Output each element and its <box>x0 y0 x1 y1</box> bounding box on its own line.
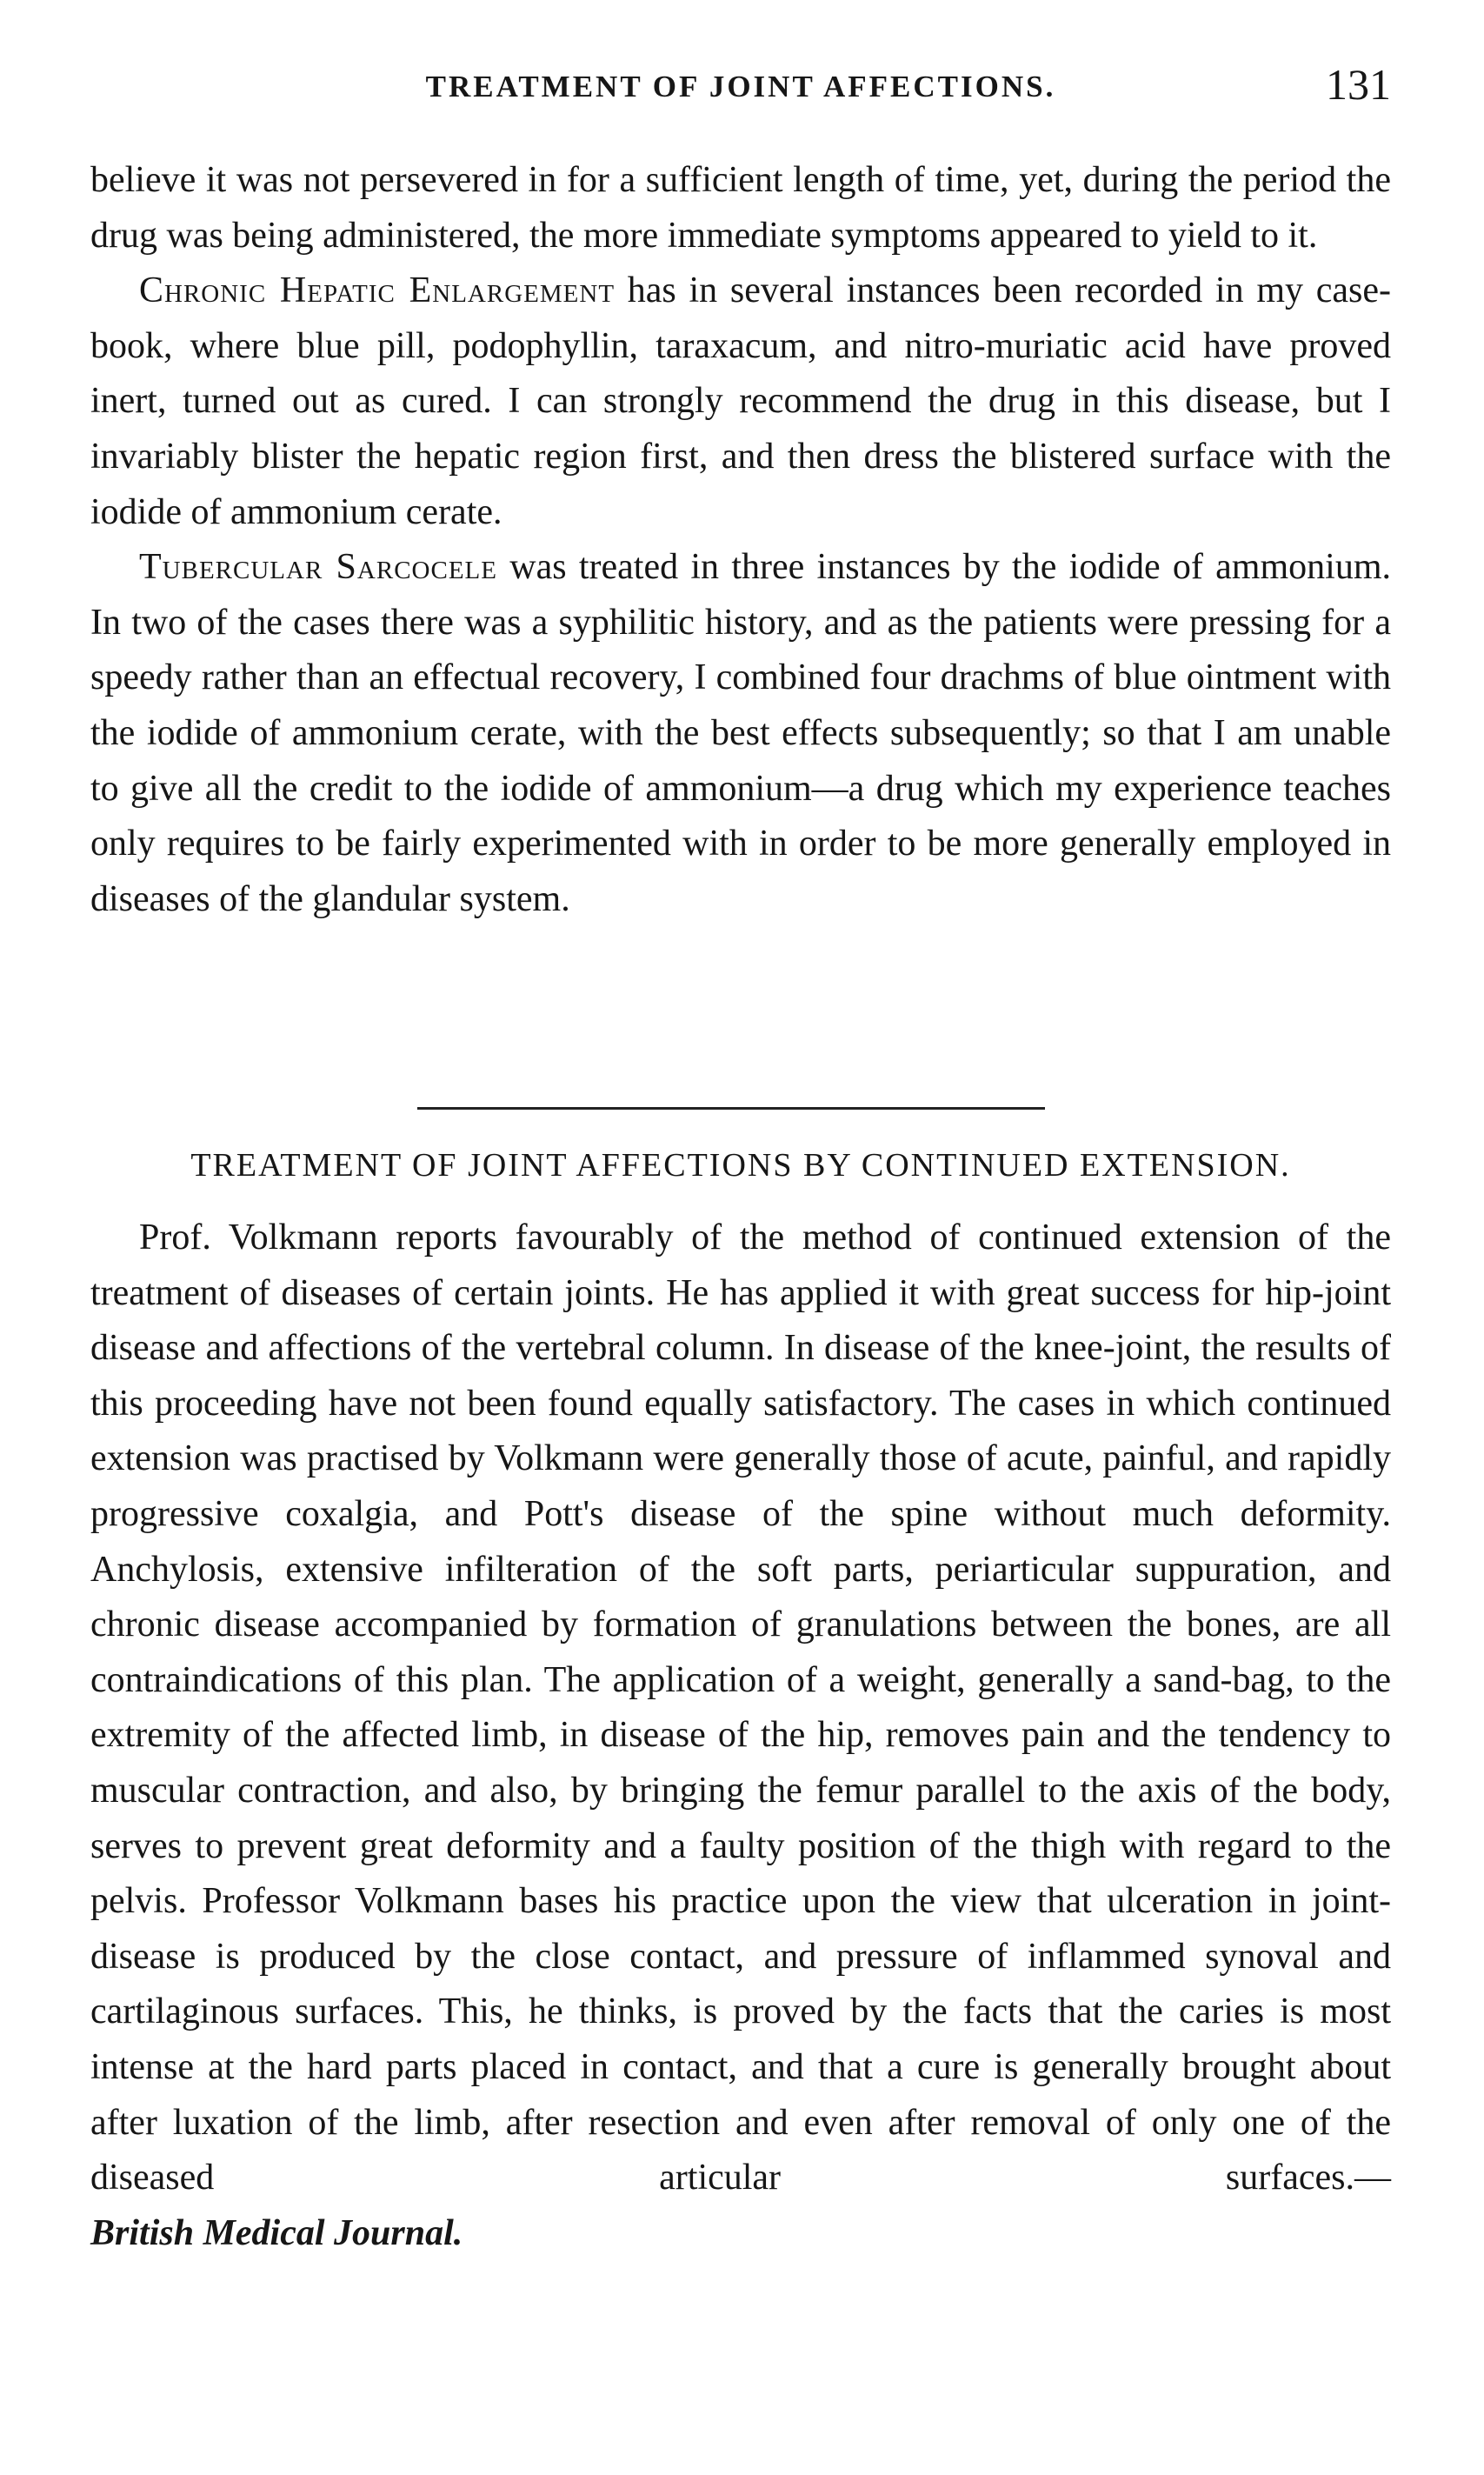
paragraph-continuation-text: believe it was not persevered in for a sufficient length of time, yet, during the period the drug was being administered, the more immediate symptoms appeared to yield to it. <box>90 160 1391 256</box>
heading-hepatic-enlargement: Chronic Hepatic Enlargement <box>139 270 616 311</box>
paragraph-continuation <box>90 153 1391 264</box>
paragraph-tubercular-sarcocele <box>90 540 1391 927</box>
upper-body-text <box>90 153 1391 927</box>
paragraph-volkmann-text: Prof. Volkmann reports favourably of the method of continued extension of the treatment of diseases of certain joints. He has applied it with great success for hip-joint disease and affections of the vertebral column. In disease of the knee-joint, the results of this proceeding have not been found equally satisfactory. The cases in which continued extension was practised by Volkmann were generally those of acute, painful, and rapidly progressive coxalgia, and Pott's disease of the spine without much deformity. Anchylosis, extensive infilteration of the soft parts, periarticular suppuration, and chronic disease accompanied by formation of granulations between the bones, are all contraindications of this plan. The application of a weight, generally a sand-bag, to the extremity of the affected limb, in disease of the hip, removes pain and the tendency to muscular contraction, and also, by bringing the femur parallel to the axis of the body, serves to prevent great deformity and a faulty position of the thigh with regard to the pelvis. Professor Volkmann bases his practice upon the view that ulceration in joint-disease is produced by the close contact, and pressure of inflammed synoval and cartilaginous surfaces. This, he thinks, is proved by the facts that the caries is most intense at the hard parts placed in contact, and that a cure is generally brought about after luxation of the limb, after resection and even after removal of only one of the diseased articular surfaces.— <box>90 1217 1391 2198</box>
source-line <box>90 2206 1391 2262</box>
paragraph-hepatic-enlargement <box>90 264 1391 540</box>
heading-tubercular-sarcocele: Tubercular Sarcocele <box>139 547 497 588</box>
paragraph-tubercular-sarcocele-text: was treated in three instances by the iodide of ammonium. In two of the cases there was a syphilitic history, and as the patients were pressing for a speedy rather than an effectual recovery, I combined four drachms of blue ointment with the iodide of ammonium cerate, with the best effects subsequently; so that I am unable to give all the credit to the iodide of ammonium—a drug which my experience teaches only requires to be fairly experimented with in order to be more generally employed in diseases of the glandular system. <box>90 547 1391 919</box>
page-number: 131 <box>1326 60 1391 109</box>
paragraph-volkmann <box>90 1211 1391 2206</box>
running-title: TREATMENT OF JOINT AFFECTIONS. <box>425 70 1056 103</box>
section-title: TREATMENT OF JOINT AFFECTIONS BY CONTINUED EXTENSION. <box>190 1147 1291 1184</box>
section-divider <box>417 1107 1045 1110</box>
paragraph-hepatic-enlargement-text: has in several instances been recorded in my case-book, where blue pill, podophyllin, taraxacum, and nitro-muriatic acid have proved inert, turned out as cured. I can strongly recommend the drug in this disease, but I invariably blister the hepatic region first, and then dress the blistered surface with the iodide of ammonium cerate. <box>90 270 1391 532</box>
section-body-text <box>90 1211 1391 2261</box>
page-header <box>90 59 1391 120</box>
source-citation: British Medical Journal. <box>90 2212 463 2253</box>
